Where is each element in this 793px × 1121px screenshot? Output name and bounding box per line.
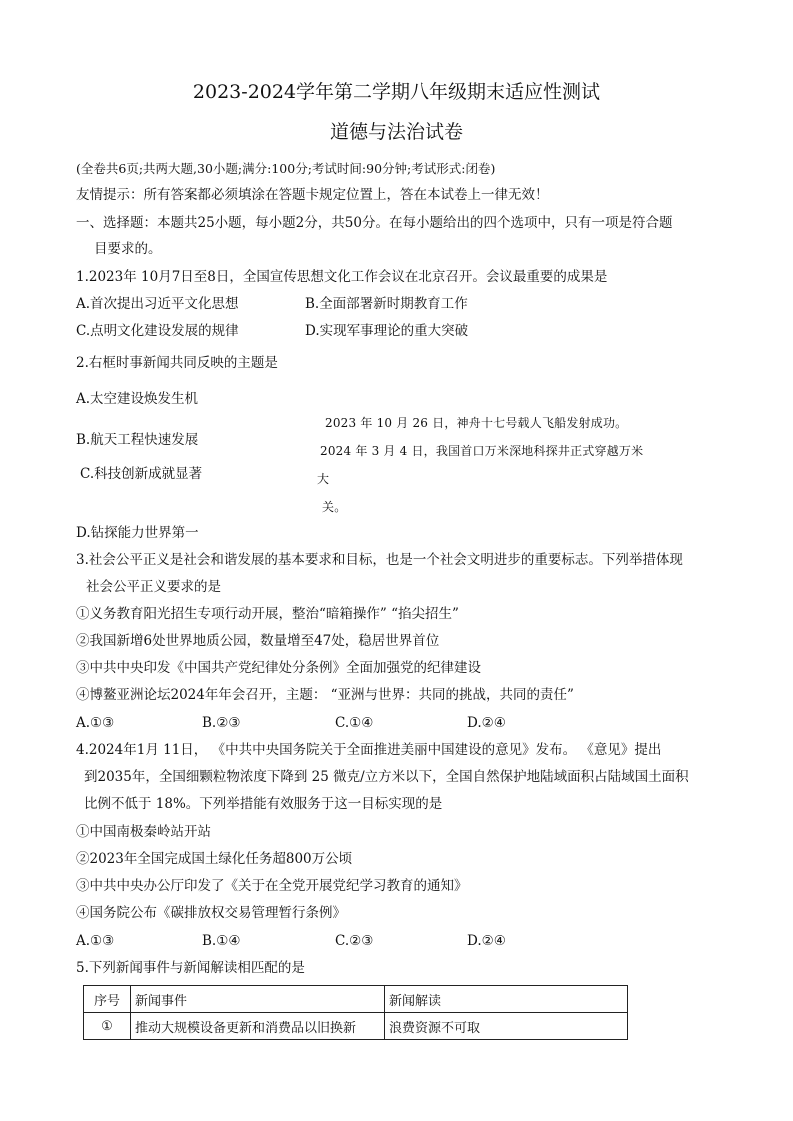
q4-item-2: ②2023年全国完成国土绿化任务超800万公顷	[76, 851, 353, 867]
section-heading: 一、选择题：本题共25小题，每小题2分，共50分。在每小题给出的四个选项中，只有一项是符合题	[76, 215, 673, 231]
q1-option-b: B.全面部署新时期教育工作	[305, 296, 468, 312]
q3-item-4: ④博鳌亚洲论坛2024年年会召开，主题： “亚洲与世界：共同的挑战，共同的责任”	[76, 687, 574, 703]
q3-option-b: B.②③	[202, 715, 241, 731]
table-cell: 浪费资源不可取	[385, 1013, 628, 1040]
table-header-cell: 序号	[84, 986, 131, 1013]
q3-option-a: A.①③	[76, 715, 115, 731]
q4-option-c: C.②③	[335, 933, 374, 949]
q2-news-line4: 关。	[322, 500, 347, 514]
q1-option-a: A.首次提出习近平文化思想	[76, 296, 239, 312]
q4-stem: 4.2024年1月 11日， 《中共中央国务院关于全面推进美丽中国建设的意见》发布。 《意见》提出	[76, 742, 662, 758]
q3-option-c: C.①④	[335, 715, 374, 731]
table-header-row	[84, 986, 628, 1013]
q3-stem: 3.社会公平正义是社会和谐发展的基本要求和目标，也是一个社会文明进步的重要标志。下列举措体现	[76, 552, 683, 568]
q2-news-line1: 2023 年 10 月 26 日，神舟十七号载人飞船发射成功。	[325, 416, 628, 430]
table-header-cell: 新闻解读	[385, 986, 628, 1013]
exam-subtitle: 道德与法治试卷	[329, 121, 463, 143]
q1-stem: 1.2023年 10月7日至8日，全国宣传思想文化工作会议在北京召开。会议最重要的成果是	[76, 269, 608, 285]
q5-stem: 5.下列新闻事件与新闻解读相匹配的是	[76, 960, 305, 976]
q4-item-3: ③中共中央办公厅印发了《关于在全党开展党纪学习教育的通知》	[76, 878, 468, 894]
q2-option-d: D.钻探能力世界第一	[76, 525, 199, 541]
section-heading-cont: 目要求的。	[94, 241, 162, 257]
q2-news-line3: 大	[317, 472, 330, 486]
table-cell: 推动大规模设备更新和消费品以旧换新	[131, 1013, 385, 1040]
q3-item-3: ③中共中央印发《中国共产党纪律处分条例》全面加强党的纪律建设	[76, 660, 481, 676]
news-table	[83, 985, 628, 1040]
exam-info: (全卷共6页;共两大题,30小题;满分:100分;考试时间:90分钟;考试形式:闭卷)	[76, 161, 496, 176]
q3-option-d: D.②④	[467, 715, 506, 731]
table-header-cell: 新闻事件	[131, 986, 385, 1013]
q4-item-4: ④国务院公布《碳排放权交易管理暂行条例》	[76, 905, 346, 921]
q3-item-1: ①义务教育阳光招生专项行动开展，整治“暗箱操作” “掐尖招生”	[76, 606, 459, 622]
q4-item-1: ①中国南极秦岭站开站	[76, 824, 211, 840]
q2-option-c: C.科技创新成就显著	[80, 466, 203, 482]
table-cell: ①	[84, 1013, 131, 1040]
q4-option-a: A.①③	[76, 933, 115, 949]
q4-option-b: B.①④	[202, 933, 241, 949]
q4-option-d: D.②④	[467, 933, 506, 949]
q3-item-2: ②我国新增6处世界地质公园，数量增至47处，稳居世界首位	[76, 633, 440, 649]
table-row	[84, 1013, 628, 1040]
q1-option-c: C.点明文化建设发展的规律	[76, 323, 239, 339]
exam-title: 2023-2024学年第二学期八年级期末适应性测试	[192, 81, 601, 103]
q2-news-line2: 2024 年 3 月 4 日，我国首口万米深地科探井正式穿越万米	[320, 444, 644, 458]
friendly-tip: 友情提示：所有答案都必须填涂在答题卡规定位置上，答在本试卷上一律无效！	[76, 187, 549, 203]
q4-stem-cont-1: 到2035年，全国细颗粒物浓度下降到 25 微克/立方米以下，全国自然保护地陆域面积占陆域国土面积	[84, 769, 689, 785]
q2-stem: 2.右框时事新闻共同反映的主题是	[76, 355, 278, 371]
q2-option-a: A.太空建设焕发生机	[76, 391, 199, 407]
q3-stem-cont: 社会公平正义要求的是	[86, 579, 221, 595]
q1-option-d: D.实现军事理论的重大突破	[305, 323, 469, 339]
q2-option-b: B.航天工程快速发展	[76, 432, 199, 448]
q4-stem-cont-2: 比例不低于 18%。下列举措能有效服务于这一目标实现的是	[84, 796, 443, 812]
